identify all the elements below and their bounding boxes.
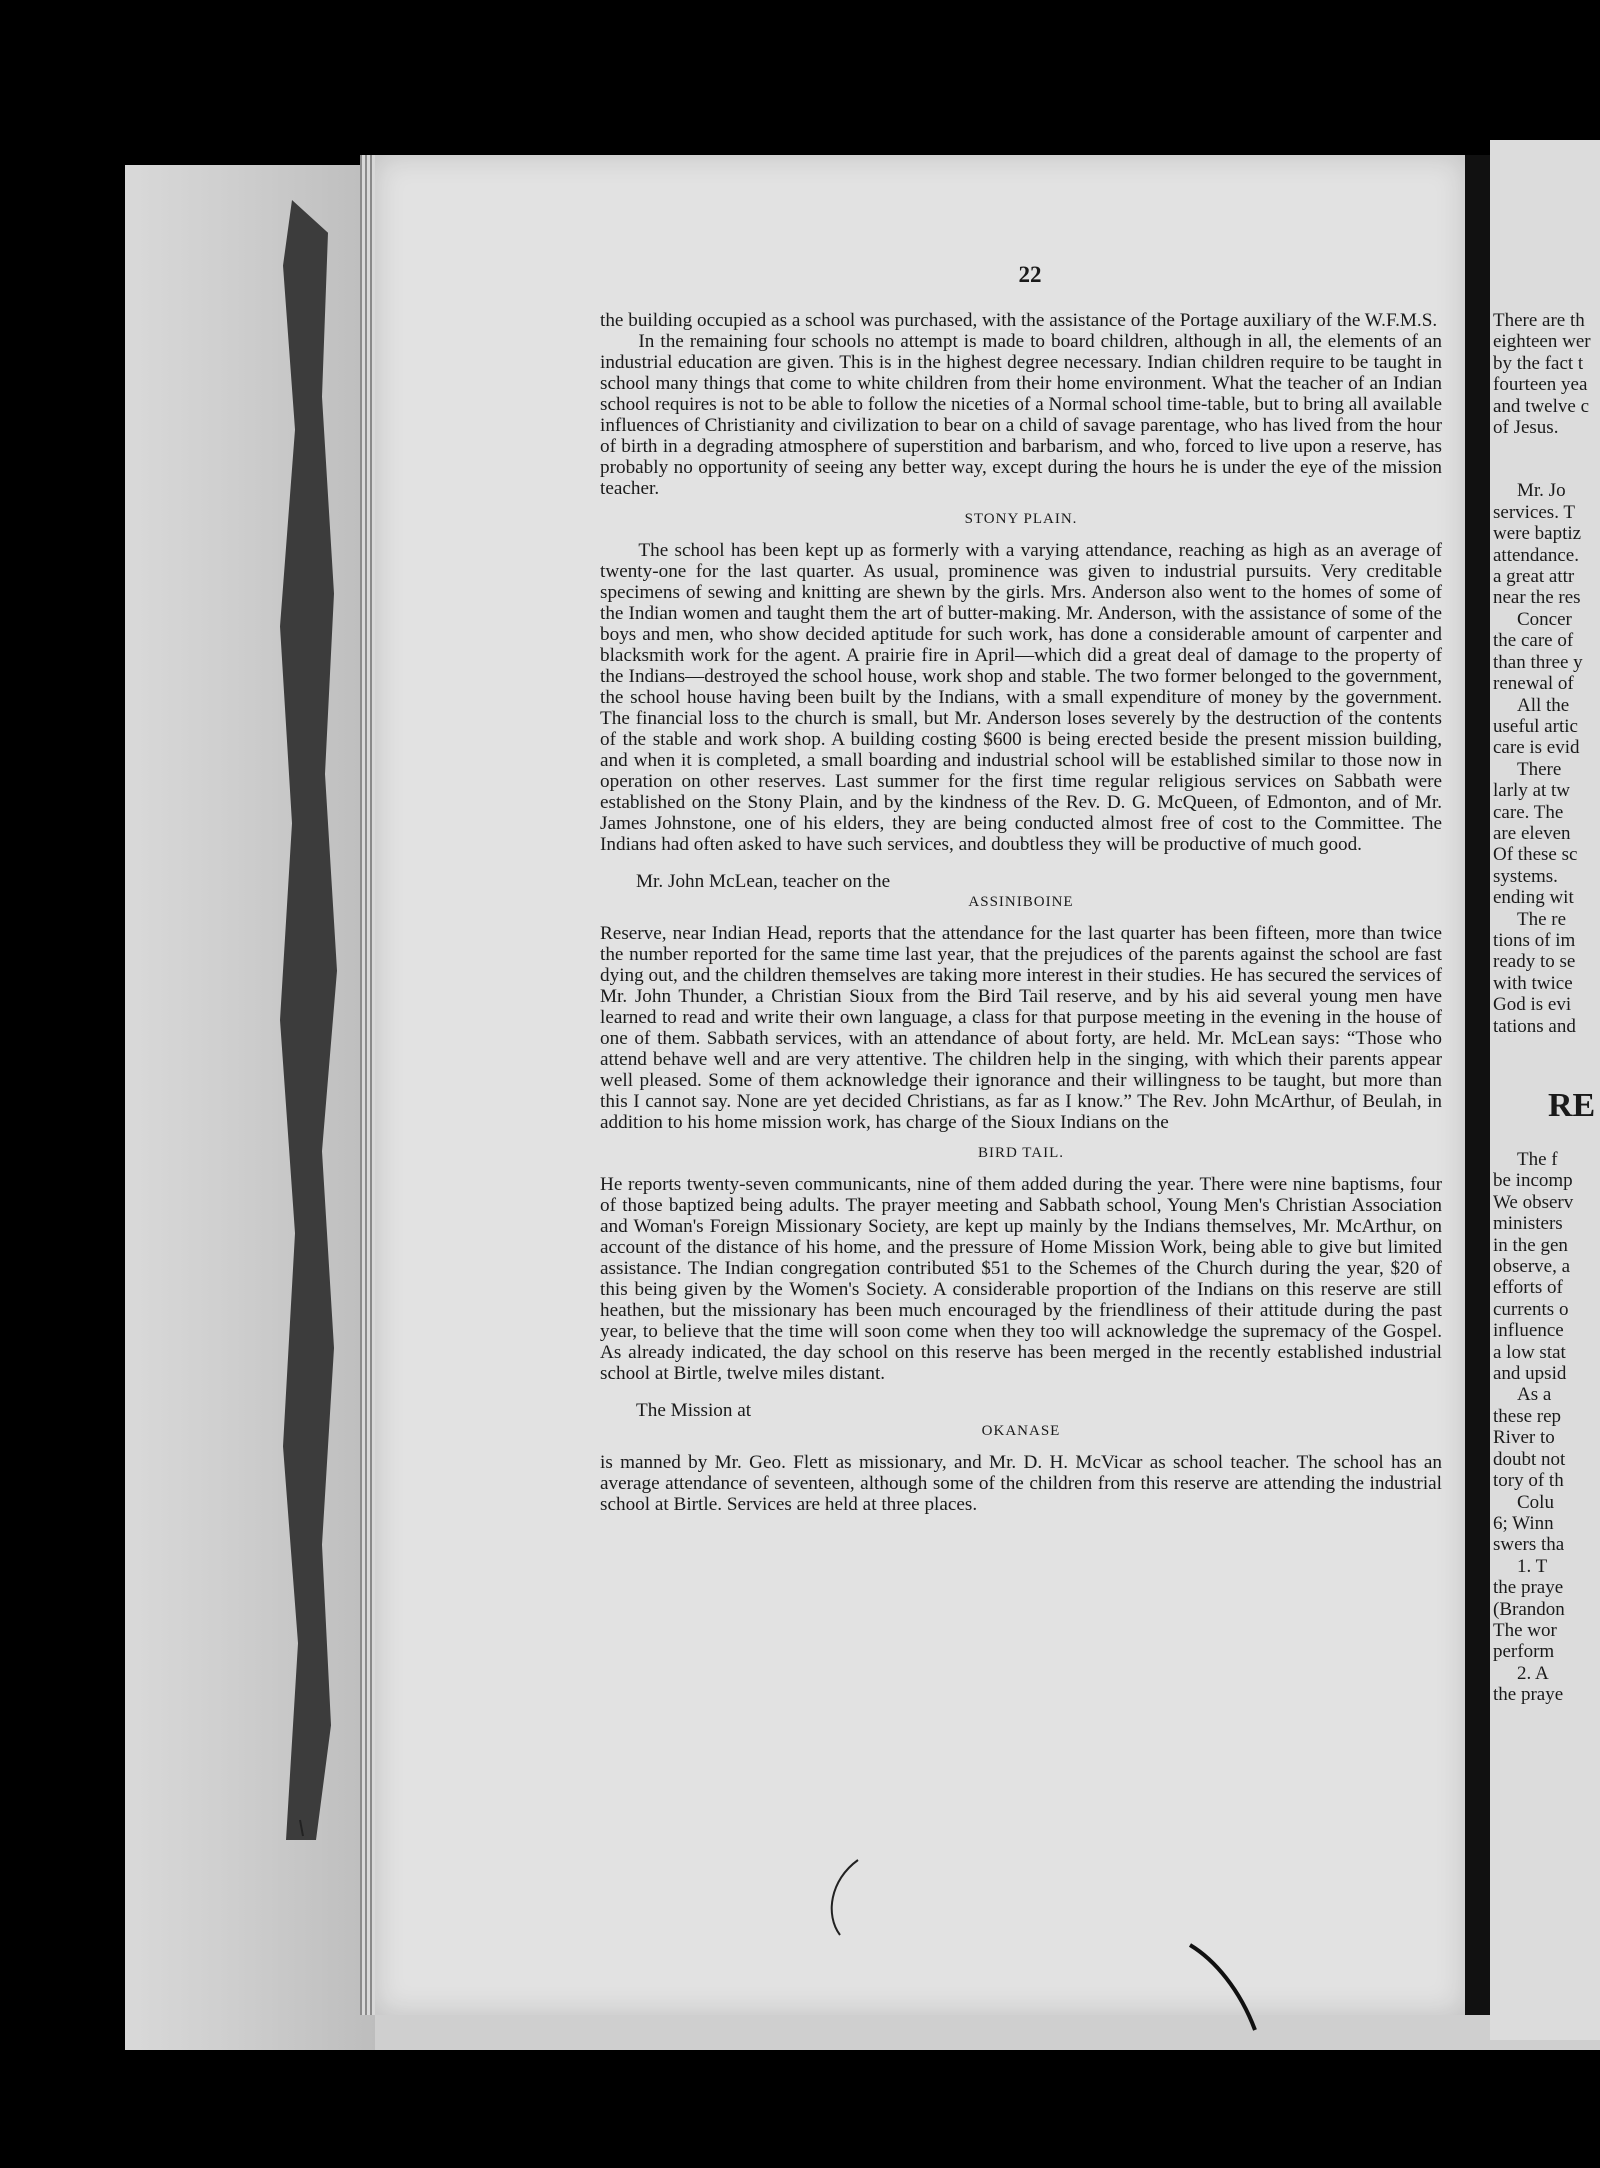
paragraph-mission-lead: The Mission at xyxy=(636,1400,752,1421)
next-line: tions of im xyxy=(1493,929,1576,951)
paragraph-mclean-lead: Mr. John McLean, teacher on the xyxy=(636,871,891,892)
heading-assiniboine: ASSINIBOINE xyxy=(968,894,1074,910)
paragraph-industrial-education: In the remaining four schools no attempt is made to board children, although in all, the elements of an industrial education are given. This is in the highest degree necessary. Indian children require to be taught in school many things that come to white children from their home environment. What the teacher of an Indian school requires is not to be able to follow the niceties of a Normal school time-table, but to bring all available influences of Christianity and civilization to bear on a child of savage parentage, who has lived from the hour of birth in a degrading atmosphere of superstition and barbarism, and who, forced to live upon a reserve, has probably no opportunity of seeing any better way, except during the hours he is under the eye of the mission teacher. xyxy=(600,331,1442,499)
next-line: We observ xyxy=(1493,1191,1574,1213)
next-line: (Brandon xyxy=(1493,1598,1565,1620)
next-line: efforts of xyxy=(1493,1277,1563,1299)
pen-stroke-mark xyxy=(832,1860,858,1935)
next-line: services. T xyxy=(1493,501,1575,523)
next-line: with twice xyxy=(1493,972,1573,994)
next-line: fourteen yea xyxy=(1493,374,1588,396)
next-line: observe, a xyxy=(1493,1256,1571,1278)
next-line: Colu xyxy=(1517,1491,1554,1513)
next-line: currents o xyxy=(1493,1298,1569,1320)
page-number: 22 xyxy=(1018,262,1042,287)
next-line: As a xyxy=(1517,1384,1552,1406)
next-line: perform xyxy=(1493,1641,1555,1663)
next-page-heading: RE xyxy=(1548,1087,1596,1124)
next-line: Of these sc xyxy=(1493,844,1578,866)
next-line: the praye xyxy=(1493,1577,1564,1599)
next-line: larly at tw xyxy=(1493,780,1571,802)
next-line: ending wit xyxy=(1493,887,1574,909)
next-line: by the fact t xyxy=(1493,352,1584,374)
next-line: Concer xyxy=(1517,608,1572,630)
next-line: There are th xyxy=(1493,310,1585,331)
paragraph-assiniboine: Reserve, near Indian Head, reports that the attendance for the last quarter has been fifteen, more than twice the number reported for the same time last year, that the prejudices of the parents against the school are fast dying out, and the children themselves are taking more interest in their studies. He has secured the services of Mr. John Thunder, a Christian Sioux from the Bird Tail reserve, and by his aid several young men have learned to read and write their own language, a class for that purpose meeting in the evening in the house of one of them. Sabbath services, with an attendance of about forty, are held. Mr. McLean says: “Those who attend behave well and are very attentive. The children help in the singing, with which their parents appear well pleased. Some of them acknowledge their ignorance and their willingness to be taught, but more than this I cannot say. None are yet decided Christians, as far as I know.” The Rev. John McArthur, of Beulah, in addition to his home mission work, has charge of the Sioux Indians on the xyxy=(600,923,1442,1133)
paragraph-continuation: the building occupied as a school was purchased, with the assistance of the Portage auxiliary of the W.F.M.S. xyxy=(600,310,1438,331)
next-line: River to xyxy=(1493,1427,1555,1449)
paragraph-okanase: is manned by Mr. Geo. Flett as missionary, and Mr. D. H. McVicar as school teacher. The school has an average attendance of seventeen, although some of the children from this reserve are attending the industrial school at Birtle. Services are held at three places. xyxy=(600,1452,1442,1515)
next-line: are eleven xyxy=(1493,822,1571,844)
next-line: ministers xyxy=(1493,1213,1563,1235)
next-line: of Jesus. xyxy=(1493,417,1559,439)
next-line: swers tha xyxy=(1493,1534,1565,1556)
next-line: and twelve c xyxy=(1493,395,1590,417)
next-line: care. The xyxy=(1493,801,1564,823)
next-line: the praye xyxy=(1493,1684,1564,1706)
next-line: 6; Winn xyxy=(1493,1512,1554,1534)
next-line: All the xyxy=(1517,694,1570,716)
paragraph-bird-tail: He reports twenty-seven communicants, nine of them added during the year. There were nine baptisms, four of those baptized being adults. The prayer meeting and Sabbath school, Young Men's Christian Association and Woman's Foreign Missionary Society, are kept up mainly by the Indians themselves, Mr. McArthur, on account of the distance of his home, and the pressure of Home Mission Work, being able to give but limited assistance. The Indian congregation contributed $51 to the Schemes of the Church during the year, $20 of this being given by the Women's Society. A considerable proportion of the Indians on this reserve are still heathen, but the missionary has been much encouraged by the friendliness of their attitude during the past year, to believe that the time will soon come when they too will acknowledge the supremacy of the Gospel. As already indicated, the day school on this reserve has been merged in the recently established industrial school at Birtle, twelve miles distant. xyxy=(600,1174,1442,1384)
next-line: the care of xyxy=(1493,630,1574,652)
heading-okanase: OKANASE xyxy=(981,1423,1061,1439)
next-line: There xyxy=(1517,758,1562,780)
heading-bird-tail: BIRD TAIL. xyxy=(977,1145,1065,1161)
pen-stroke-mark xyxy=(1190,1945,1255,2030)
next-line: and upsid xyxy=(1493,1363,1567,1385)
next-line: were baptiz xyxy=(1493,523,1582,545)
next-line: near the res xyxy=(1493,587,1581,609)
pen-stroke-mark xyxy=(300,1820,303,1836)
paragraph-stony-plain: The school has been kept up as formerly with a varying attendance, reaching as high as an average of twenty-one for the last quarter. As usual, prominence was given to industrial pursuits. Very creditable specimens of sewing and knitting are shewn by the girls. Mrs. Anderson also went to the homes of some of the Indian women and taught them the art of butter-making. Mr. Anderson, with the assistance of some of the boys and men, who show decided aptitude for such work, has done a considerable amount of carpenter and blacksmith work for the agent. A prairie fire in April—which did a great deal of damage to the property of the Indians—destroyed the school house, work shop and stable. The two former belonged to the government, the school house having been built by the Indians, with a small expenditure of money by the government. The financial loss to the church is small, but Mr. Anderson loses severely by the destruction of the contents of the stable and work shop. A building costing $600 is being erected beside the present mission building, and when it is completed, a small boarding and industrial school will be established similar to those now in operation on other reserves. Last summer for the first time regular religious services on Sabbath were established on the Stony Plain, and by the kindness of the Rev. D. G. McQueen, of Edmonton, and of Mr. James Johnstone, one of his elders, they are being conducted almost free of cost to the Committee. The Indians had often asked to have such services, and doubtless they will be productive of much good. xyxy=(600,540,1442,855)
next-line: tations and xyxy=(1493,1015,1576,1037)
next-line: renewal of xyxy=(1493,673,1574,695)
next-line: The re xyxy=(1517,908,1567,930)
next-line: ready to se xyxy=(1493,951,1576,973)
next-line: doubt not xyxy=(1493,1448,1566,1470)
next-line: these rep xyxy=(1493,1405,1562,1427)
next-line: 1. T xyxy=(1517,1555,1548,1577)
next-line: eighteen wer xyxy=(1493,331,1591,353)
next-line: than three y xyxy=(1493,651,1583,673)
next-line: 2. A xyxy=(1517,1662,1549,1684)
next-line: The wor xyxy=(1493,1619,1557,1641)
next-line: The f xyxy=(1517,1149,1558,1170)
next-line: tory of th xyxy=(1493,1470,1564,1492)
next-line: a great attr xyxy=(1493,566,1575,588)
next-line: systems. xyxy=(1493,865,1558,887)
next-line: influence xyxy=(1493,1320,1564,1342)
next-line: in the gen xyxy=(1493,1234,1568,1256)
next-line: Mr. Jo xyxy=(1517,480,1566,502)
heading-stony-plain: STONY PLAIN. xyxy=(964,511,1078,527)
next-line: God is evi xyxy=(1493,994,1572,1016)
next-line: be incomp xyxy=(1493,1170,1573,1192)
next-line: care is evid xyxy=(1493,737,1580,759)
next-line: attendance. xyxy=(1493,544,1579,566)
next-line: a low stat xyxy=(1493,1341,1566,1363)
next-line: useful artic xyxy=(1493,715,1578,737)
